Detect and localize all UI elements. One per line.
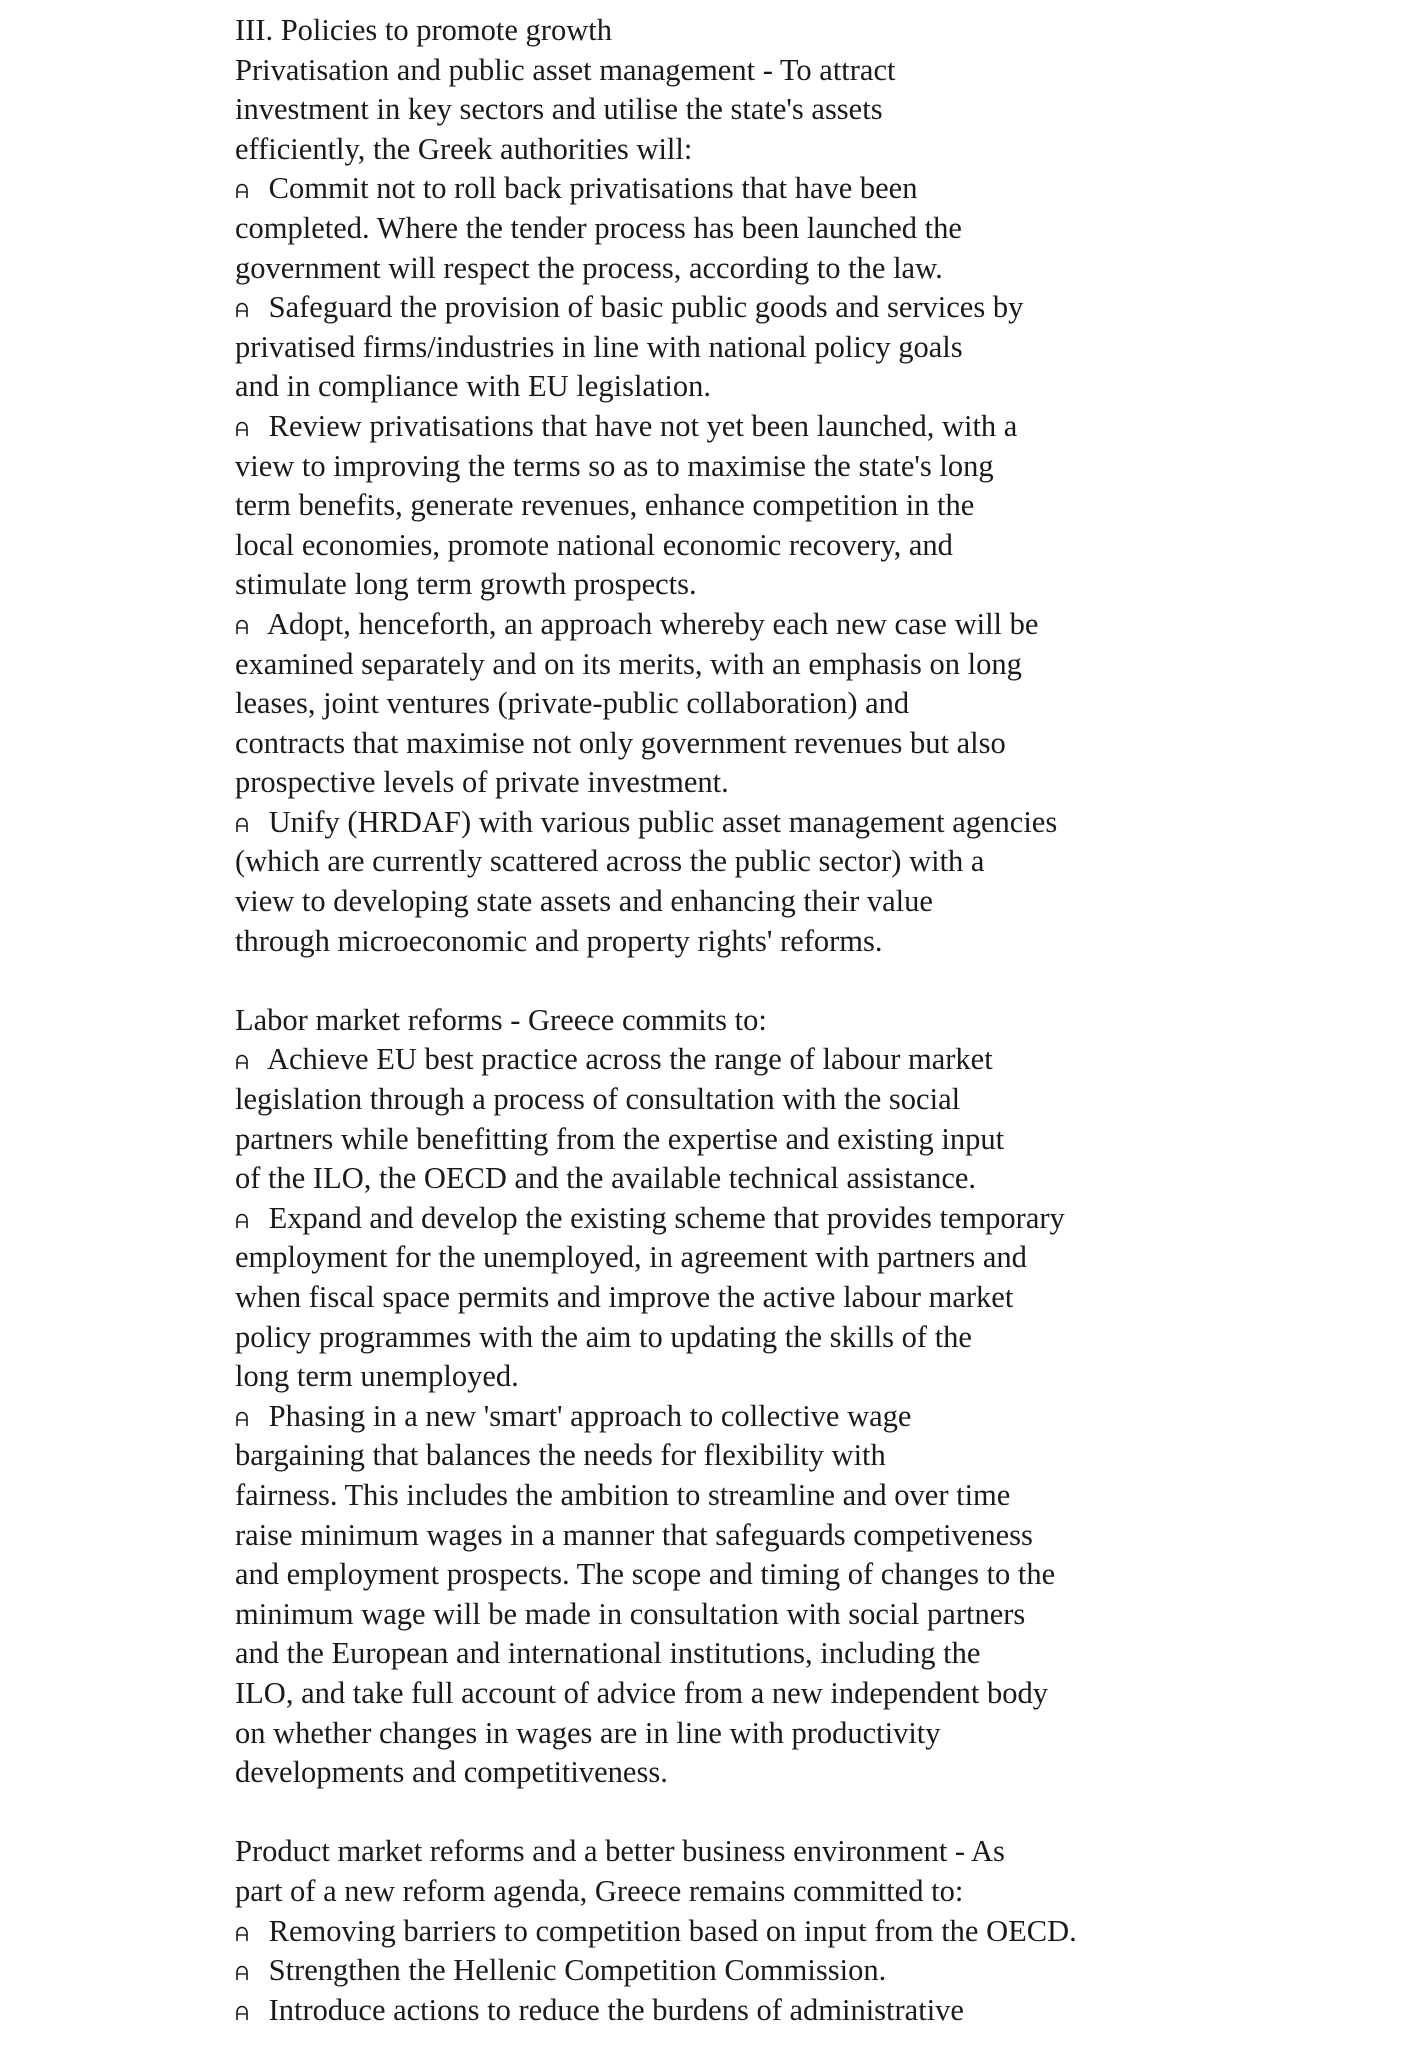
arch-bullet-icon: [235, 183, 249, 199]
arch-bullet-icon: [235, 1213, 249, 1229]
bullet-list: [235, 1040, 1077, 1792]
list-item-line: through microeconomic and property rights' reforms.: [235, 923, 883, 958]
list-item-line: privatised firms/industries in line with national policy goals: [235, 329, 963, 364]
section-intro-line: Privatisation and public asset management - To attract: [235, 52, 896, 87]
list-item-line: government will respect the process, according to the law.: [235, 250, 943, 285]
list-item-line: (which are currently scattered across the public sector) with a: [235, 844, 985, 879]
list-item-line: employment for the unemployed, in agreement with partners and: [235, 1240, 1027, 1275]
arch-bullet-icon: [235, 1054, 249, 1070]
list-item-line: of the ILO, the OECD and the available technical assistance.: [235, 1161, 977, 1196]
arch-bullet-icon: [235, 1411, 249, 1427]
section-intro-line: investment in key sectors and utilise the state's assets: [235, 92, 883, 127]
list-item-first-line: [235, 1912, 1077, 1952]
section-intro-line: Labor market reforms - Greece commits to:: [235, 1002, 767, 1037]
list-item-line: and the European and international institutions, including the: [235, 1636, 981, 1671]
list-item: [235, 1040, 1077, 1198]
list-item: [235, 803, 1077, 961]
paragraph-spacer: [235, 1793, 1077, 1833]
list-item: [235, 1199, 1077, 1397]
list-item-first-line: [235, 1199, 1077, 1239]
list-item-line: long term unemployed.: [235, 1359, 519, 1394]
list-item: [235, 605, 1077, 803]
list-item-first-line: [235, 1991, 1077, 2031]
arch-bullet-icon: [235, 619, 249, 635]
list-item-line: view to developing state assets and enhancing their value: [235, 884, 933, 919]
list-item-text: Review privatisations that have not yet been launched, with a: [268, 408, 1018, 443]
list-item-first-line: [235, 605, 1077, 645]
list-item-text: Safeguard the provision of basic public goods and services by: [268, 290, 1024, 325]
list-item-text: Removing barriers to competition based on input from the OECD.: [268, 1913, 1077, 1948]
bullet-list: [235, 169, 1077, 961]
list-item-line: stimulate long term growth prospects.: [235, 567, 697, 602]
arch-bullet-icon: [235, 1965, 249, 1981]
list-item-line: policy programmes with the aim to updating the skills of the: [235, 1319, 972, 1354]
section: [235, 1001, 1077, 1793]
list-item-text: Commit not to roll back privatisations that have been: [268, 171, 918, 206]
list-item: [235, 288, 1077, 407]
list-item-line: bargaining that balances the needs for flexibility with: [235, 1438, 886, 1473]
list-item-first-line: [235, 407, 1077, 447]
list-item-text: Strengthen the Hellenic Competition Commission.: [268, 1953, 887, 1988]
list-item-line: and in compliance with EU legislation.: [235, 369, 712, 404]
section-intro-line: Product market reforms and a better business environment - As: [235, 1834, 1005, 1869]
list-item-line: leases, joint ventures (private-public collaboration) and: [235, 686, 910, 721]
list-item: [235, 1951, 1077, 1991]
list-item: [235, 1912, 1077, 1952]
list-item-first-line: [235, 1040, 1077, 1080]
list-item-line: examined separately and on its merits, with an emphasis on long: [235, 646, 1022, 681]
list-item-text: Expand and develop the existing scheme that provides temporary: [268, 1200, 1065, 1235]
arch-bullet-icon: [235, 817, 249, 833]
list-item-first-line: [235, 803, 1077, 843]
list-item-first-line: [235, 1397, 1077, 1437]
list-item-line: partners while benefitting from the expertise and existing input: [235, 1121, 1005, 1156]
list-item: [235, 1397, 1077, 1793]
arch-bullet-icon: [235, 302, 249, 318]
list-item-line: developments and competitiveness.: [235, 1755, 668, 1790]
bullet-list: [235, 1912, 1077, 2031]
list-item: [235, 1991, 1077, 2031]
list-item-first-line: [235, 169, 1077, 209]
section-intro-line: efficiently, the Greek authorities will:: [235, 131, 693, 166]
list-item-first-line: [235, 1951, 1077, 1991]
section-intro-line: part of a new reform agenda, Greece remains committed to:: [235, 1873, 964, 1908]
list-item-line: completed. Where the tender process has been launched the: [235, 210, 962, 245]
list-item-line: legislation through a process of consultation with the social: [235, 1082, 961, 1117]
paragraph-spacer: [235, 961, 1077, 1001]
section: [235, 1832, 1077, 2030]
list-item-line: contracts that maximise not only government revenues but also: [235, 725, 1006, 760]
list-item-text: Introduce actions to reduce the burdens of administrative: [268, 1992, 964, 2027]
list-item-line: when fiscal space permits and improve the active labour market: [235, 1280, 1014, 1314]
arch-bullet-icon: [235, 1926, 249, 1942]
list-item-line: on whether changes in wages are in line with productivity: [235, 1715, 941, 1750]
list-item: [235, 407, 1077, 605]
list-item-line: ILO, and take full account of advice from a new independent body: [235, 1675, 1049, 1710]
sections-container: [235, 51, 1077, 2031]
list-item-line: fairness. This includes the ambition to streamline and over time: [235, 1477, 1011, 1512]
section-heading: III. Policies to promote growth: [235, 13, 612, 47]
document-page: [235, 11, 1077, 2030]
list-item-line: local economies, promote national economic recovery, and: [235, 527, 953, 562]
list-item-line: and employment prospects. The scope and timing of changes to the: [235, 1557, 1056, 1592]
list-item-text: Unify (HRDAF) with various public asset management agencies: [268, 804, 1058, 839]
list-item-line: term benefits, generate revenues, enhance competition in the: [235, 488, 975, 523]
section: [235, 51, 1077, 962]
list-item-text: Adopt, henceforth, an approach whereby each new case will be: [266, 606, 1039, 641]
list-item-first-line: [235, 288, 1077, 328]
list-item-text: Achieve EU best practice across the range of labour market: [266, 1042, 993, 1077]
arch-bullet-icon: [235, 2005, 249, 2021]
list-item: [235, 169, 1077, 288]
list-item-text: Phasing in a new 'smart' approach to collective wage: [268, 1398, 912, 1433]
list-item-line: prospective levels of private investment.: [235, 765, 729, 800]
list-item-line: view to improving the terms so as to maximise the state's long: [235, 448, 994, 483]
list-item-line: raise minimum wages in a manner that safeguards competiveness: [235, 1517, 1033, 1552]
arch-bullet-icon: [235, 421, 249, 437]
list-item-line: minimum wage will be made in consultation with social partners: [235, 1596, 1026, 1631]
